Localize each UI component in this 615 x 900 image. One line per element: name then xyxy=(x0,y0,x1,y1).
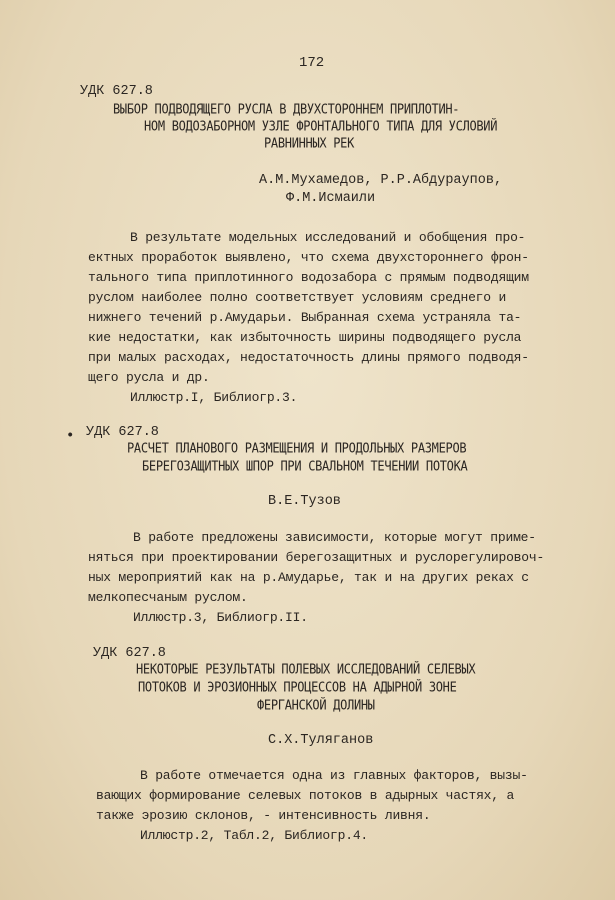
abstract-line: няться при проектировании берегозащитных и руслорегулировоч- xyxy=(88,550,545,565)
abstract-line: руслом наиболее полно соответствует условиям среднего и xyxy=(88,290,507,305)
article-title-line: НЕКОТОРЫЕ РЕЗУЛЬТАТЫ ПОЛЕВЫХ ИССЛЕДОВАНИЙ СЕЛЕВЫХ xyxy=(136,661,476,677)
article-authors: В.Е.Тузов xyxy=(268,494,341,509)
article-refs: Иллюстр.2, Табл.2, Библиогр.4. xyxy=(140,828,369,843)
article-authors: А.М.Мухамедов, Р.Р.Абдураупов, xyxy=(259,173,503,188)
abstract-line: вающих формирование селевых потоков в адырных частях, а xyxy=(96,788,515,803)
abstract-line: В результате модельных исследований и обобщения про- xyxy=(130,230,526,245)
udk-code: УДК 627.8 xyxy=(93,646,166,661)
abstract-line: ных мероприятий как на р.Амударье, так и на других реках с xyxy=(88,570,529,585)
article-title-line: ПОТОКОВ И ЭРОЗИОННЫХ ПРОЦЕССОВ НА АДЫРНОЙ ЗОНЕ xyxy=(138,679,457,695)
abstract-line: при малых расходах, недостаточность длины прямого подводя- xyxy=(88,350,529,365)
margin-mark: • xyxy=(66,428,75,444)
abstract-line: В работе предложены зависимости, которые могут приме- xyxy=(133,530,536,545)
abstract-line: ектных проработок выявлено, что схема двухстороннего фрон- xyxy=(88,250,529,265)
page-number: 172 xyxy=(299,55,325,71)
article-authors: Ф.М.Исмаили xyxy=(286,191,376,206)
article-title-line: РАСЧЕТ ПЛАНОВОГО РАЗМЕЩЕНИЯ И ПРОДОЛЬНЫХ РАЗМЕРОВ xyxy=(127,440,467,456)
abstract-line: щего русла и др. xyxy=(88,370,210,385)
abstract-line: нижнего течений р.Амударьи. Выбранная схема устраняла та- xyxy=(88,310,522,325)
article-authors: С.Х.Туляганов xyxy=(268,733,374,748)
article-refs: Иллюстр.I, Библиогр.3. xyxy=(130,390,298,405)
article-title-line: ФЕРГАНСКОЙ ДОЛИНЫ xyxy=(257,697,375,713)
article-title-line: БЕРЕГОЗАЩИТНЫХ ШПОР ПРИ СВАЛЬНОМ ТЕЧЕНИИ ПОТОКА xyxy=(142,458,468,474)
abstract-line: В работе отмечается одна из главных факторов, вызы- xyxy=(140,768,528,783)
udk-code: УДК 627.8 xyxy=(86,425,159,440)
article-title-line: ВЫБОР ПОДВОДЯЩЕГО РУСЛА В ДВУХСТОРОННЕМ ПРИПЛОТИН- xyxy=(113,101,460,117)
article-title-line: НОМ ВОДОЗАБОРНОМ УЗЛЕ ФРОНТАЛЬНОГО ТИПА ДЛЯ УСЛОВИЙ xyxy=(144,118,498,134)
udk-code: УДК 627.8 xyxy=(80,84,153,99)
article-refs: Иллюстр.3, Библиогр.II. xyxy=(133,610,308,625)
abstract-line: мелкопесчаным руслом. xyxy=(88,590,248,605)
abstract-line: кие недостатки, как избыточность ширины подводящего русла xyxy=(88,330,522,345)
abstract-line: также эрозию склонов, - интенсивность ливня. xyxy=(96,808,431,823)
abstract-line: тального типа приплотинного водозабора с прямым подводящим xyxy=(88,270,529,285)
article-title-line: РАВНИННЫХ РЕК xyxy=(264,135,355,151)
